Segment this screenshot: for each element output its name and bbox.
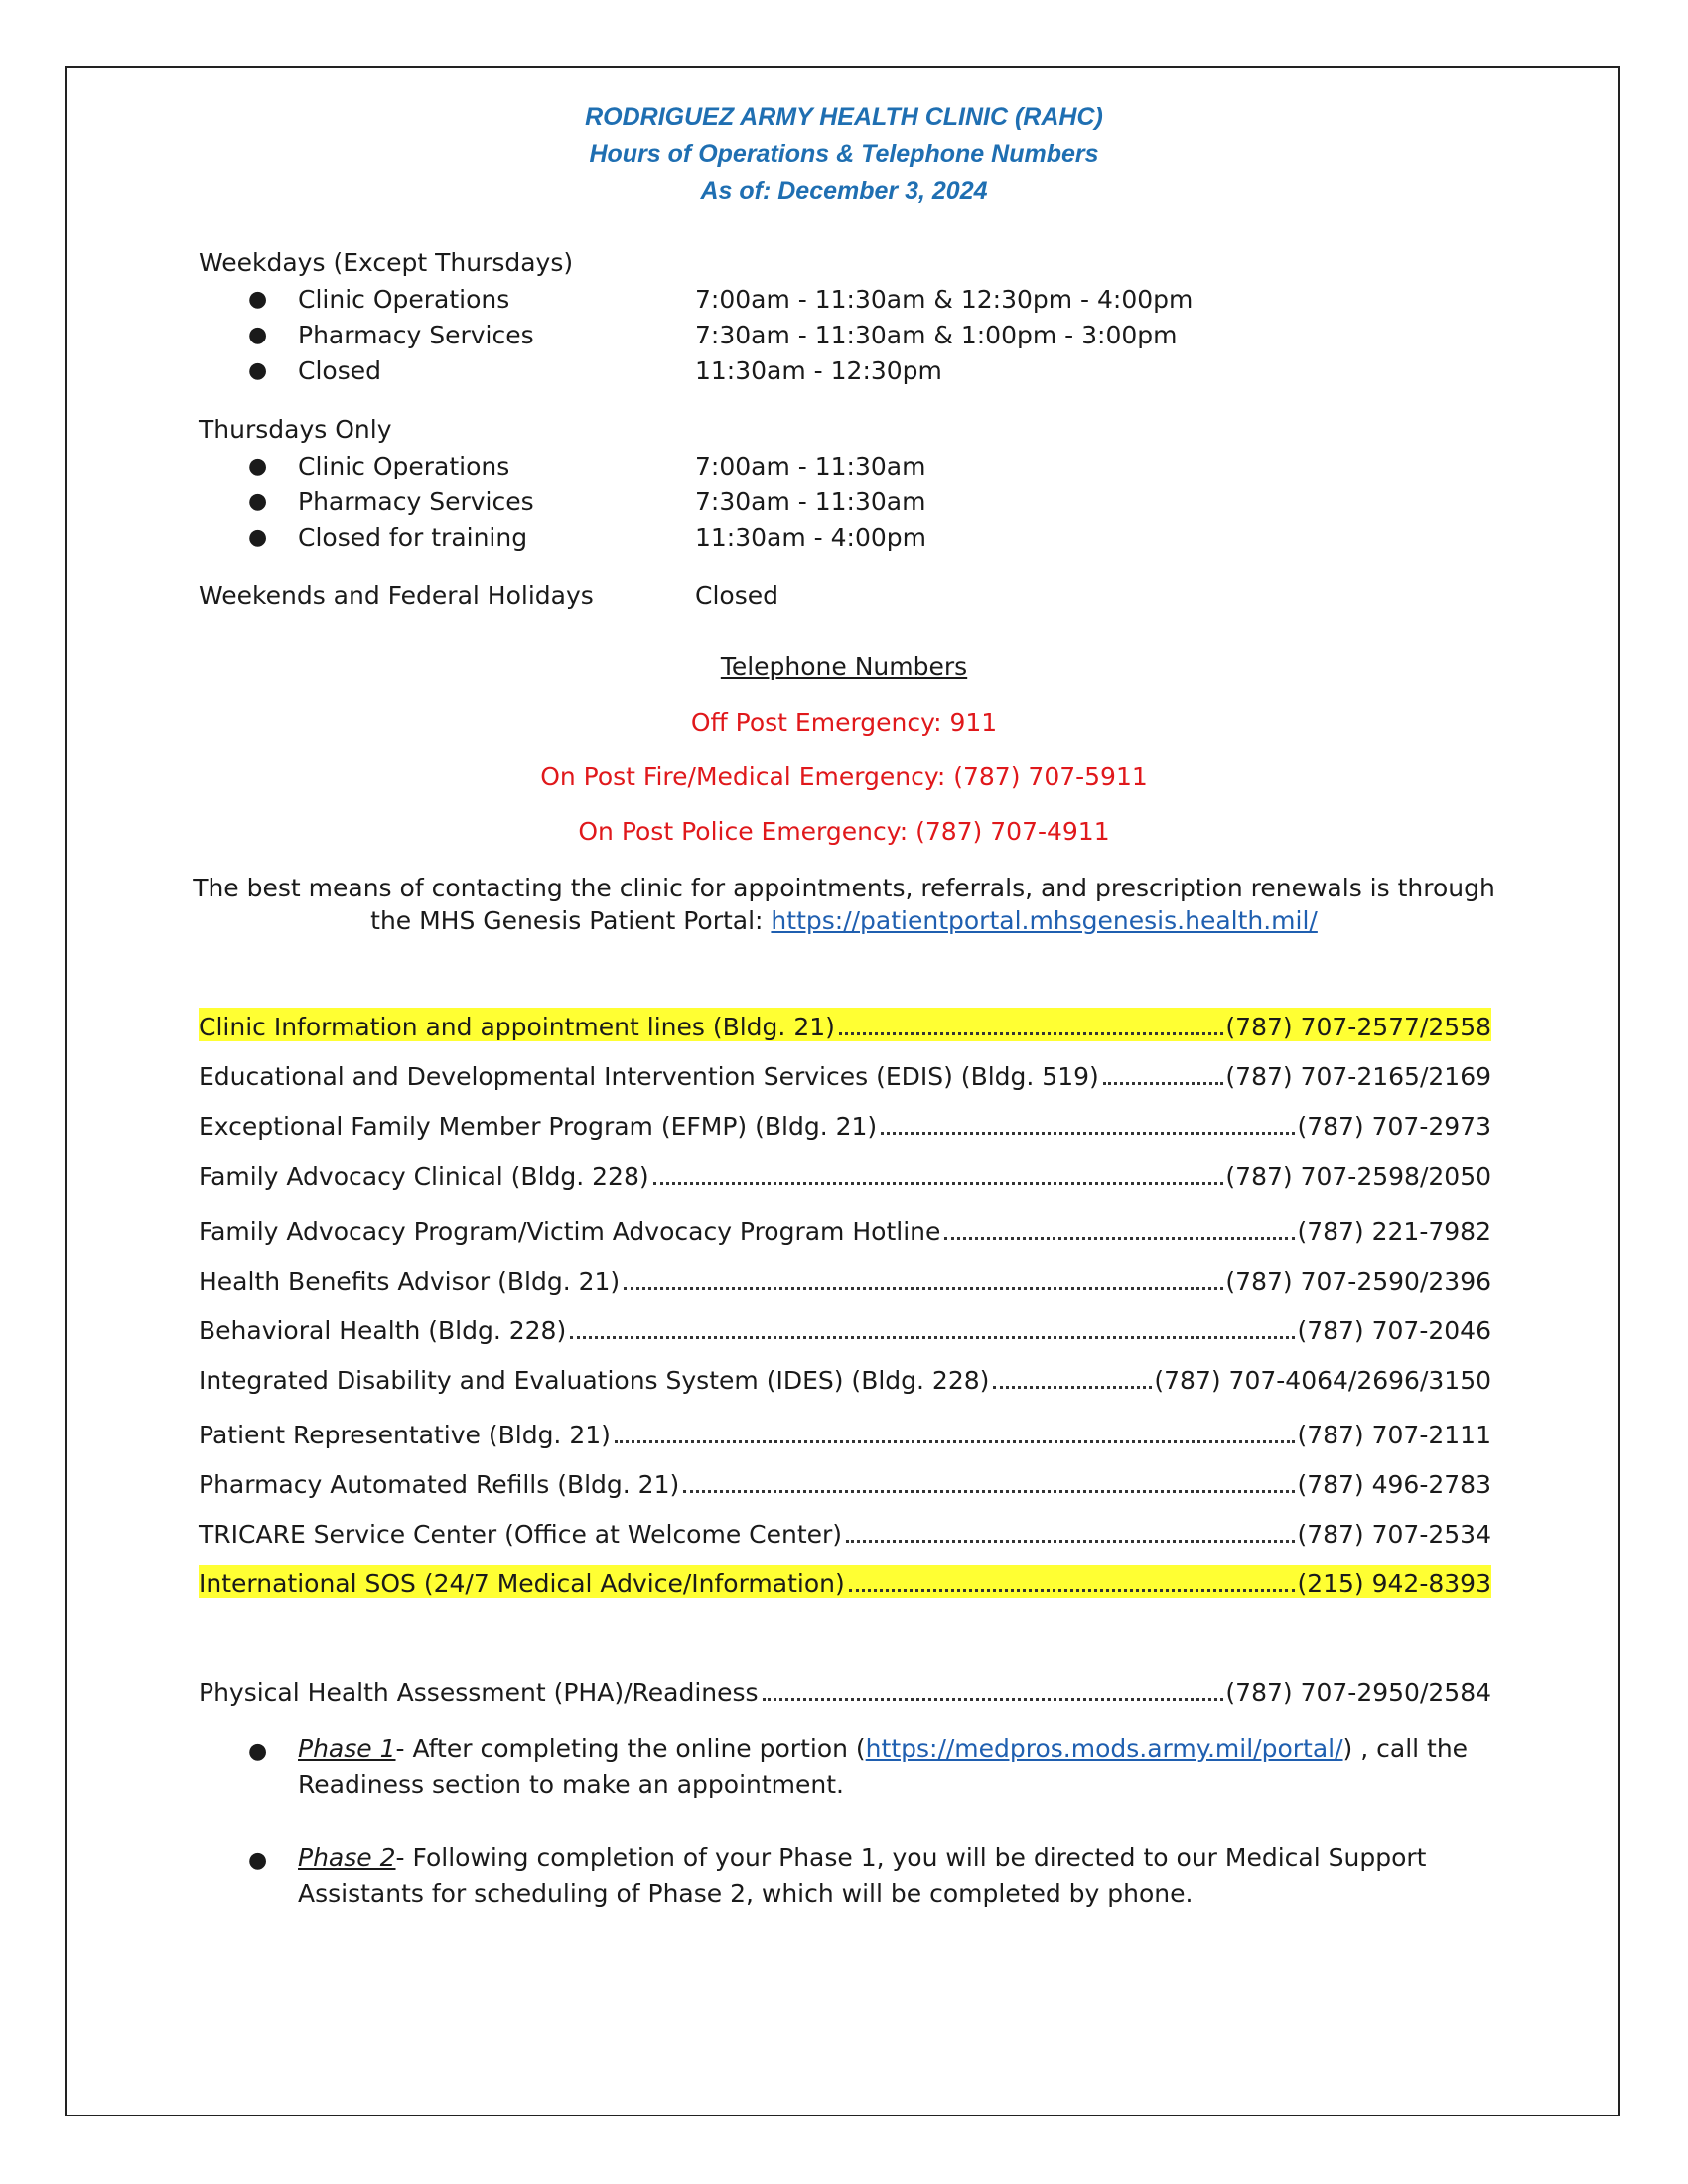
- page-subtitle: Hours of Operations & Telephone Numbers: [589, 140, 1099, 168]
- directory-row: [199, 1416, 1491, 1449]
- dot-leader: [849, 1585, 1296, 1592]
- phase2-text: - Following completion of your Phase 1, you will be directed to our Medical Support: [395, 1843, 1427, 1872]
- weekends-label: Weekends and Federal Holidays: [199, 581, 594, 610]
- phase2-paragraph: [298, 1841, 1499, 1912]
- directory-label: Patient Representative (Bldg. 21): [199, 1421, 611, 1449]
- directory-label: Pharmacy Automated Refills (Bldg. 21): [199, 1470, 680, 1499]
- phase1-text: - After completing the online portion (: [395, 1734, 866, 1763]
- directory-label: Clinic Information and appointment lines (Bldg. 21): [199, 1013, 835, 1041]
- dot-leader: [846, 1536, 1295, 1543]
- weekday-item-label: Clinic Operations: [298, 285, 510, 314]
- directory-row: [199, 1361, 1491, 1395]
- bullet-icon: ●: [248, 489, 268, 514]
- directory-label: TRICARE Service Center (Office at Welcome Center): [199, 1520, 843, 1549]
- directory-phone: (787) 221-7982: [1297, 1217, 1491, 1246]
- weekends-hours: Closed: [695, 581, 778, 610]
- bullet-icon: ●: [248, 287, 268, 312]
- thursday-item-label: Pharmacy Services: [298, 487, 534, 516]
- directory-phone: (787) 707-2577/2558: [1225, 1013, 1491, 1041]
- bullet-icon: ●: [248, 525, 268, 550]
- bullet-icon: ●: [248, 358, 268, 383]
- directory-phone: (787) 707-2973: [1297, 1112, 1491, 1141]
- dot-leader: [624, 1283, 1223, 1290]
- weekday-item-label: Pharmacy Services: [298, 321, 534, 349]
- directory-phone: (787) 707-2111: [1297, 1421, 1491, 1449]
- pha-phone: (787) 707-2950/2584: [1225, 1678, 1491, 1706]
- directory-row: [199, 1008, 1491, 1041]
- phase2-text: Assistants for scheduling of Phase 2, which will be completed by phone.: [298, 1879, 1194, 1908]
- patient-portal-link[interactable]: https://patientportal.mhsgenesis.health.mil/: [771, 906, 1318, 935]
- dot-leader: [763, 1694, 1224, 1701]
- directory-phone: (787) 496-2783: [1297, 1470, 1491, 1499]
- thursday-item-hours: 7:30am - 11:30am: [695, 487, 926, 516]
- bullet-icon: ●: [248, 1848, 268, 1873]
- portal-sentence-line1: The best means of contacting the clinic for appointments, referrals, and prescription renewals is through: [193, 874, 1495, 902]
- directory-label: Exceptional Family Member Program (EFMP) (Bldg. 21): [199, 1112, 878, 1141]
- directory-phone: (787) 707-2598/2050: [1225, 1162, 1491, 1191]
- directory-phone: (787) 707-4064/2696/3150: [1154, 1366, 1491, 1395]
- thursday-item-label: Closed for training: [298, 523, 528, 552]
- dot-leader: [944, 1233, 1295, 1240]
- directory-row: [199, 1515, 1491, 1549]
- weekday-item-hours: 11:30am - 12:30pm: [695, 356, 942, 385]
- phase2-title: Phase 2: [298, 1843, 396, 1872]
- phase1-title: Phase 1: [298, 1734, 396, 1763]
- directory-row: [199, 1262, 1491, 1296]
- clinic-title: RODRIGUEZ ARMY HEALTH CLINIC (RAHC): [585, 103, 1103, 131]
- directory-phone: (215) 942-8393: [1297, 1570, 1491, 1598]
- directory-row: [199, 1212, 1491, 1246]
- portal-sentence-line2: [0, 906, 1688, 935]
- medpros-portal-link[interactable]: https://medpros.mods.army.mil/portal/: [865, 1734, 1343, 1763]
- directory-label: Family Advocacy Program/Victim Advocacy Program Hotline: [199, 1217, 941, 1246]
- emergency-line-police: On Post Police Emergency: (787) 707-4911: [578, 817, 1110, 846]
- dot-leader: [653, 1178, 1224, 1185]
- thursday-item-label: Clinic Operations: [298, 452, 510, 480]
- directory-row: [199, 1057, 1491, 1091]
- directory-label: International SOS (24/7 Medical Advice/Information): [199, 1570, 845, 1598]
- directory-row: [199, 1158, 1491, 1191]
- thursday-item-hours: 11:30am - 4:00pm: [695, 523, 926, 552]
- directory-phone: (787) 707-2590/2396: [1225, 1267, 1491, 1296]
- dot-leader: [881, 1128, 1295, 1135]
- dot-leader: [615, 1436, 1296, 1443]
- pha-label: Physical Health Assessment (PHA)/Readiness: [199, 1678, 759, 1706]
- bullet-icon: ●: [248, 323, 268, 347]
- directory-label: Family Advocacy Clinical (Bldg. 228): [199, 1162, 649, 1191]
- directory-row: [199, 1311, 1491, 1345]
- weekday-item-hours: 7:30am - 11:30am & 1:00pm - 3:00pm: [695, 321, 1178, 349]
- directory-label: Health Benefits Advisor (Bldg. 21): [199, 1267, 621, 1296]
- directory-label: Behavioral Health (Bldg. 228): [199, 1316, 567, 1345]
- directory-phone: (787) 707-2165/2169: [1225, 1062, 1491, 1091]
- directory-row: [199, 1107, 1491, 1141]
- thursday-item-hours: 7:00am - 11:30am: [695, 452, 926, 480]
- directory-label: Educational and Developmental Intervention Services (EDIS) (Bldg. 519): [199, 1062, 1099, 1091]
- thursdays-heading: Thursdays Only: [199, 415, 392, 444]
- phase1-text: ) , call the: [1342, 1734, 1469, 1763]
- emergency-line-fire-medical: On Post Fire/Medical Emergency: (787) 707-5911: [540, 762, 1148, 791]
- phase1-text: Readiness section to make an appointment.: [298, 1770, 844, 1799]
- portal-sentence-text: the MHS Genesis Patient Portal:: [370, 906, 772, 935]
- dot-leader: [993, 1382, 1152, 1389]
- dot-leader: [683, 1486, 1295, 1493]
- directory-label: Integrated Disability and Evaluations System (IDES) (Bldg. 228): [199, 1366, 990, 1395]
- emergency-line-off-post: Off Post Emergency: 911: [690, 708, 998, 737]
- directory-phone: (787) 707-2534: [1297, 1520, 1491, 1549]
- pha-row: [199, 1673, 1491, 1706]
- as-of-date: As of: December 3, 2024: [700, 177, 988, 205]
- weekday-item-label: Closed: [298, 356, 381, 385]
- telephone-heading: Telephone Numbers: [720, 652, 968, 681]
- weekdays-heading: Weekdays (Except Thursdays): [199, 248, 574, 277]
- directory-row: [199, 1465, 1491, 1499]
- phase1-paragraph: [298, 1731, 1499, 1803]
- directory-phone: (787) 707-2046: [1297, 1316, 1491, 1345]
- dot-leader: [839, 1028, 1224, 1035]
- weekday-item-hours: 7:00am - 11:30am & 12:30pm - 4:00pm: [695, 285, 1194, 314]
- directory-row: [199, 1565, 1491, 1598]
- dot-leader: [1103, 1078, 1224, 1085]
- bullet-icon: ●: [248, 454, 268, 478]
- dot-leader: [570, 1332, 1295, 1339]
- bullet-icon: ●: [248, 1739, 268, 1764]
